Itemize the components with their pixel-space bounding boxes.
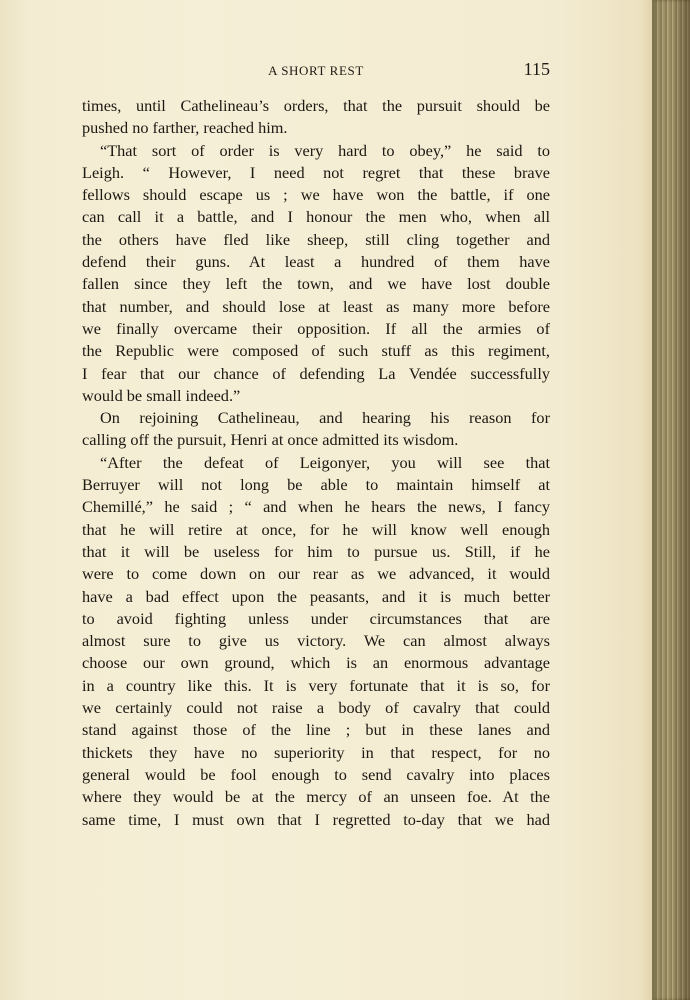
- text-line: pushed no farther, reached him.: [82, 118, 288, 138]
- text-line: same time, I must own that I regretted to-day that we had: [82, 809, 550, 829]
- text-line: fallen since they left the town, and we have lost double: [82, 274, 550, 294]
- text-line: can call it a battle, and I honour the men who, when all: [82, 207, 550, 227]
- text-line: would be small indeed.”: [82, 385, 241, 405]
- text-line: that number, and should lose at least as many more before: [82, 296, 550, 316]
- text-line: the others have fled like sheep, still cling together and: [82, 229, 550, 249]
- page-number: 115: [523, 59, 550, 79]
- text-line: were to come down on our rear as we advanced, it would: [82, 564, 550, 584]
- text-line: the Republic were composed of such stuff as this regiment,: [82, 341, 550, 361]
- running-head: A SHORT REST: [268, 63, 364, 78]
- body-text: [82, 95, 550, 831]
- text-line: I fear that our chance of defending La Vendée successfully: [82, 363, 550, 383]
- text-line: where they would be at the mercy of an unseen foe. At the: [82, 787, 550, 807]
- text-line: almost sure to give us victory. We can almost always: [82, 631, 550, 651]
- text-line: general would be fool enough to send cavalry into places: [82, 764, 550, 784]
- text-line: to avoid fighting unless under circumstances that are: [82, 608, 550, 628]
- text-line: have a bad effect upon the peasants, and it is much better: [82, 586, 550, 606]
- text-line: defend their guns. At least a hundred of them have: [82, 252, 550, 272]
- text-line: we certainly could not raise a body of cavalry that could: [82, 698, 550, 718]
- text-line: that it will be useless for him to pursue us. Still, if he: [82, 541, 550, 561]
- text-line: “After the defeat of Leigonyer, you will see that: [100, 452, 550, 472]
- book-page-edges: [652, 0, 690, 1000]
- text-line: stand against those of the line ; but in these lanes and: [82, 720, 550, 740]
- text-line: On rejoining Cathelineau, and hearing his reason for: [100, 408, 550, 428]
- text-line: we finally overcame their opposition. If all the armies of: [82, 318, 550, 338]
- text-line: in a country like this. It is very fortunate that it is so, for: [82, 675, 550, 695]
- text-line: Leigh. “ However, I need not regret that these brave: [82, 162, 550, 182]
- text-line: choose our own ground, which is an enormous advantage: [82, 653, 550, 673]
- page-header: [82, 59, 550, 83]
- text-line: Berruyer will not long be able to maintain himself at: [82, 475, 550, 495]
- text-line: thickets they have no superiority in that respect, for no: [82, 742, 550, 762]
- text-line: calling off the pursuit, Henri at once admitted its wisdom.: [82, 430, 459, 450]
- text-line: Chemillé,” he said ; “ and when he hears the news, I fancy: [82, 497, 550, 517]
- text-line: “That sort of order is very hard to obey,” he said to: [100, 140, 550, 160]
- text-line: fellows should escape us ; we have won the battle, if one: [82, 185, 550, 205]
- text-line: that he will retire at once, for he will know well enough: [82, 519, 550, 539]
- text-line: times, until Cathelineau’s orders, that the pursuit should be: [82, 96, 550, 115]
